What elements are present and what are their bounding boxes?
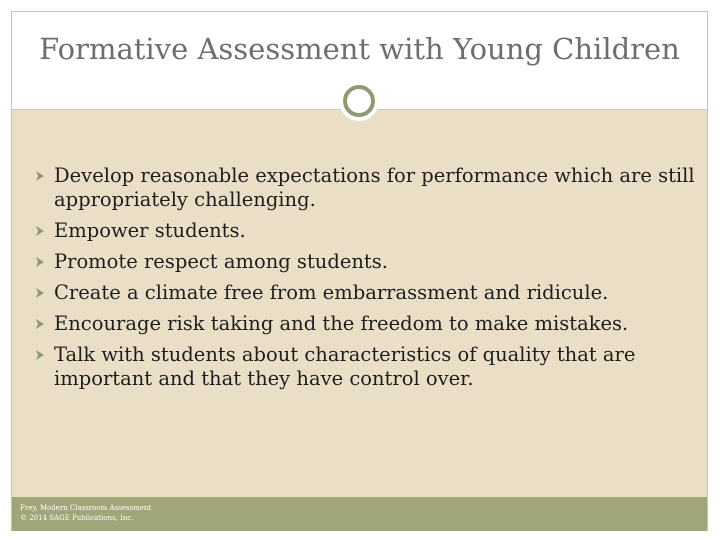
bullet-text: Create a climate free from embarrassment and ridicule. — [54, 281, 609, 304]
bullet-item — [28, 219, 700, 243]
footer-line-1: Frey, Modern Classroom Assessment — [20, 504, 152, 512]
bullet-arrow-icon — [34, 225, 46, 237]
bullet-item — [28, 164, 700, 212]
bullet-arrow-icon — [34, 287, 46, 299]
bullet-item — [28, 312, 700, 336]
circle-ornament-icon — [339, 81, 379, 121]
bullet-item — [28, 250, 700, 274]
bullet-text: Promote respect among students. — [54, 250, 388, 273]
slide-title: Formative Assessment with Young Children — [39, 32, 680, 66]
bullet-arrow-icon — [34, 170, 46, 182]
bullet-arrow-icon — [34, 349, 46, 361]
bullet-text: Develop reasonable expectations for performance which are still appropriately challenging. — [54, 164, 695, 211]
bullet-text: Talk with students about characteristics of quality that are important and that they have control over. — [54, 343, 636, 390]
ring-icon — [343, 85, 375, 117]
bullet-arrow-icon — [34, 318, 46, 330]
footer-line-2: © 2014 SAGE Publications, Inc. — [20, 514, 134, 522]
bullet-text: Empower students. — [54, 219, 246, 242]
bullet-list — [28, 164, 700, 398]
slide — [11, 11, 708, 531]
bullet-item — [28, 281, 700, 305]
bullet-arrow-icon — [34, 256, 46, 268]
bullet-item — [28, 343, 700, 391]
footer-credit — [20, 503, 151, 523]
bullet-text: Encourage risk taking and the freedom to make mistakes. — [54, 312, 629, 335]
footer-bar — [12, 497, 707, 531]
